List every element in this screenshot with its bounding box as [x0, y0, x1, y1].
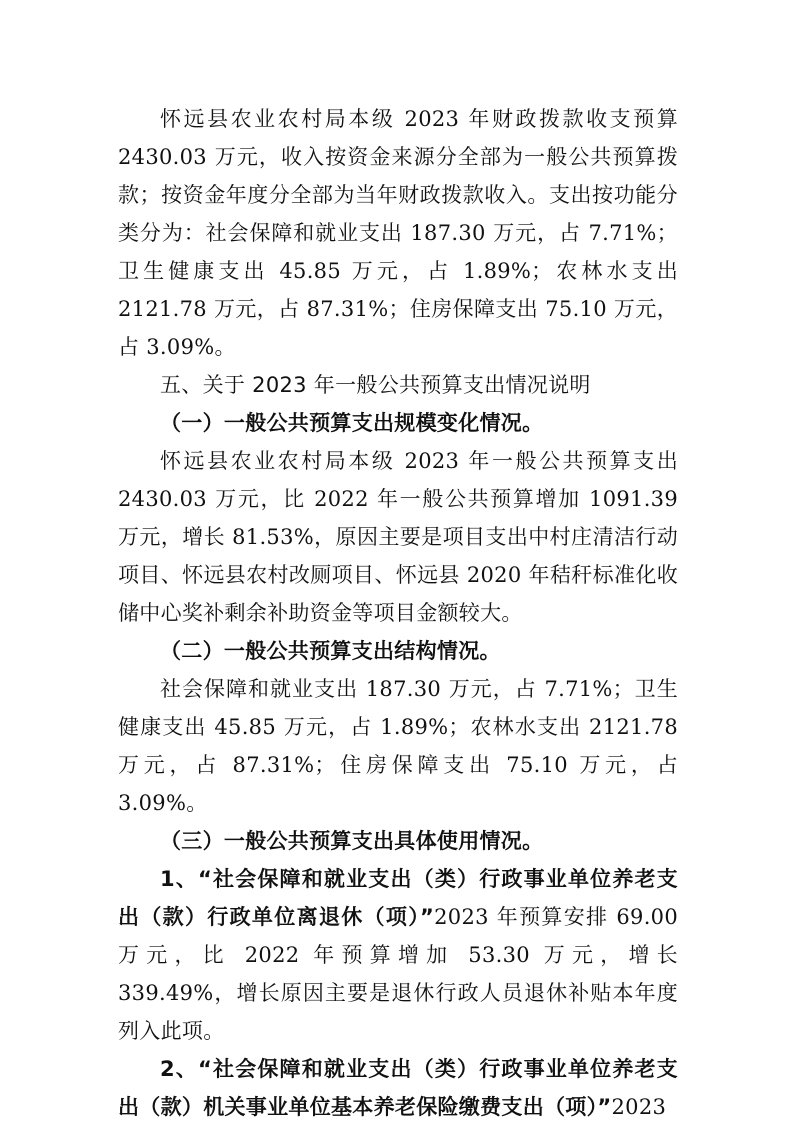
- item-2-title: 2、“社会保障和就业支出（类）行政事业单位养老支出（款）机关事业单位基本养老保险缴费支出（项）”: [118, 1057, 678, 1119]
- paragraph-budget-summary: 怀远县农业农村局本级 2023 年财政拨款收支预算 2430.03 万元，收入按资金来源分全部为一般公共预算拨款；按资金年度分全部为当年财政拨款收入。支出按功能分类分为：社会保障和就业支出 187.30 万元，占 7.71%；卫生健康支出 45.85 万元，占 1.89%；农林水支出 2121.78 万元，占 87.31%；住房保障支出 75.10 万元，占 3.09%。: [118, 107, 678, 359]
- paragraph-item-1: [118, 860, 678, 1050]
- subsection-heading-1: （一）一般公共预算支出规模变化情况。: [160, 411, 544, 435]
- item-1-text: 2023 年预算安排 69.00 万元，比 2022 年预算增加 53.30 万元，增长 339.49%，增长原因主要是退休行政人员退休补贴本年度列入此项。: [118, 905, 678, 1043]
- subsection-heading-3: （三）一般公共预算支出具体使用情况。: [160, 829, 544, 853]
- subsection-heading-2: （二）一般公共预算支出结构情况。: [160, 639, 501, 663]
- document-page: [118, 100, 678, 1126]
- paragraph-structure: 社会保障和就业支出 187.30 万元，占 7.71%；卫生健康支出 45.85 万元，占 1.89%；农林水支出 2121.78 万元，占 87.31%；住房保障支出 75.10 万元，占 3.09%。: [118, 677, 678, 815]
- item-2-text: 2023: [611, 1095, 667, 1119]
- paragraph-item-2: [118, 1050, 678, 1126]
- paragraph-scale-change: 怀远县农业农村局本级 2023 年一般公共预算支出 2430.03 万元，比 2022 年一般公共预算增加 1091.39 万元，增长 81.53%，原因主要是项目支出中村庄清洁行动项目、怀远县农村改厕项目、怀远县 2020 年秸秆标准化收储中心奖补剩余补助资金等项目金额较大。: [118, 449, 678, 625]
- section-heading-5: 五、关于 2023 年一般公共预算支出情况说明: [160, 373, 591, 397]
- item-1-title: 1、“社会保障和就业支出（类）行政事业单位养老支出（款）行政单位离退休（项）”: [118, 867, 678, 929]
